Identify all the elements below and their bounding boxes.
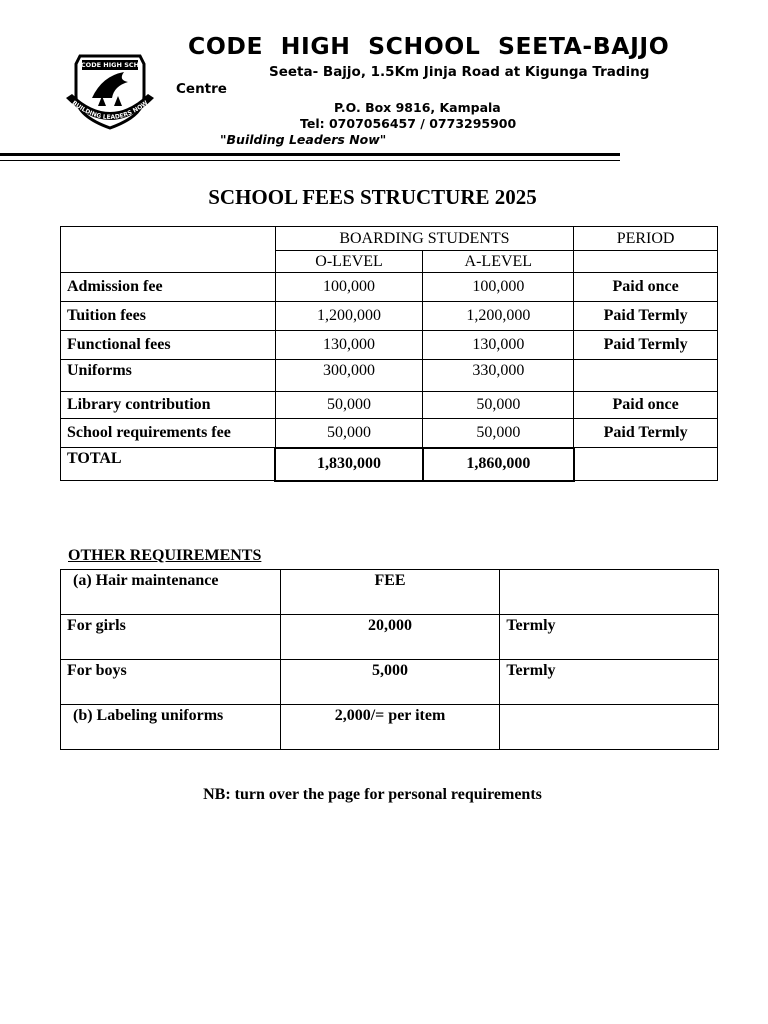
total-alevel: 1,860,000: [423, 448, 574, 481]
fee-alevel: 330,000: [423, 360, 574, 392]
logo-top-text: CODE HIGH SCH: [80, 61, 140, 69]
address-line-2: Centre: [176, 81, 227, 97]
header-divider-thin: [0, 160, 620, 161]
header-divider-thick: [0, 153, 620, 156]
other-item: For boys: [61, 660, 281, 705]
fee-item: Uniforms: [61, 360, 276, 392]
other-row: [61, 705, 719, 750]
fees-row: [61, 419, 718, 448]
school-logo: [62, 50, 158, 132]
other-row: [61, 615, 719, 660]
other-fee: 2,000/= per item: [280, 705, 500, 750]
fees-total-row: [61, 448, 718, 481]
other-period: Termly: [500, 615, 719, 660]
fee-item: Functional fees: [61, 331, 276, 360]
fee-alevel: 130,000: [423, 331, 574, 360]
telephone: Tel: 0707056457 / 0773295900: [300, 116, 517, 131]
logo-bottom-text: BUILDING LEADERS NOW: [70, 99, 150, 122]
other-period: [500, 705, 719, 750]
fee-item: Tuition fees: [61, 302, 276, 331]
fees-row: [61, 331, 718, 360]
other-item: (a) Hair maintenance: [61, 570, 281, 615]
other-period: [500, 570, 719, 615]
other-fee: 5,000: [280, 660, 500, 705]
fee-period: Paid once: [574, 392, 718, 419]
motto: "Building Leaders Now": [220, 132, 387, 147]
fee-period: Paid once: [574, 273, 718, 302]
other-row: [61, 570, 719, 615]
olevel-header: O-LEVEL: [275, 251, 423, 273]
fee-olevel: 50,000: [275, 419, 423, 448]
other-period: Termly: [500, 660, 719, 705]
fee-item: Library contribution: [61, 392, 276, 419]
fee-period: Paid Termly: [574, 302, 718, 331]
blank-header-cell: [61, 227, 276, 273]
fee-alevel: 50,000: [423, 419, 574, 448]
fee-period: Paid Termly: [574, 331, 718, 360]
other-fee: FEE: [280, 570, 500, 615]
school-name: CODE HIGH SCHOOL SEETA-BAJJO: [188, 32, 670, 60]
fees-header-row: [61, 227, 718, 251]
fee-olevel: 1,200,000: [275, 302, 423, 331]
other-fee: 20,000: [280, 615, 500, 660]
address-line-1: Seeta- Bajjo, 1.5Km Jinja Road at Kigunga Trading: [269, 64, 650, 80]
fee-alevel: 100,000: [423, 273, 574, 302]
fee-olevel: 100,000: [275, 273, 423, 302]
fees-title: SCHOOL FEES STRUCTURE 2025: [208, 185, 537, 209]
fee-period: Paid Termly: [574, 419, 718, 448]
fees-row: [61, 392, 718, 419]
fee-item: School requirements fee: [61, 419, 276, 448]
total-label: TOTAL: [61, 448, 276, 481]
other-row: [61, 660, 719, 705]
total-period-blank: [574, 448, 718, 481]
fee-alevel: 1,200,000: [423, 302, 574, 331]
fees-row: [61, 360, 718, 392]
other-item: For girls: [61, 615, 281, 660]
fees-table: [60, 226, 718, 482]
fee-item: Admission fee: [61, 273, 276, 302]
other-item: (b) Labeling uniforms: [61, 705, 281, 750]
boarding-students-header: BOARDING STUDENTS: [275, 227, 574, 251]
total-olevel: 1,830,000: [275, 448, 423, 481]
po-box: P.O. Box 9816, Kampala: [334, 100, 501, 115]
other-requirements-table: [60, 569, 719, 750]
period-subheader-blank: [574, 251, 718, 273]
fee-alevel: 50,000: [423, 392, 574, 419]
footnote: NB: turn over the page for personal requirements: [203, 786, 542, 803]
fees-row: [61, 302, 718, 331]
fee-period: [574, 360, 718, 392]
period-header: PERIOD: [574, 227, 718, 251]
fee-olevel: 50,000: [275, 392, 423, 419]
fee-olevel: 130,000: [275, 331, 423, 360]
fee-olevel: 300,000: [275, 360, 423, 392]
alevel-header: A-LEVEL: [423, 251, 574, 273]
fees-row: [61, 273, 718, 302]
other-requirements-title: OTHER REQUIREMENTS: [68, 547, 262, 564]
